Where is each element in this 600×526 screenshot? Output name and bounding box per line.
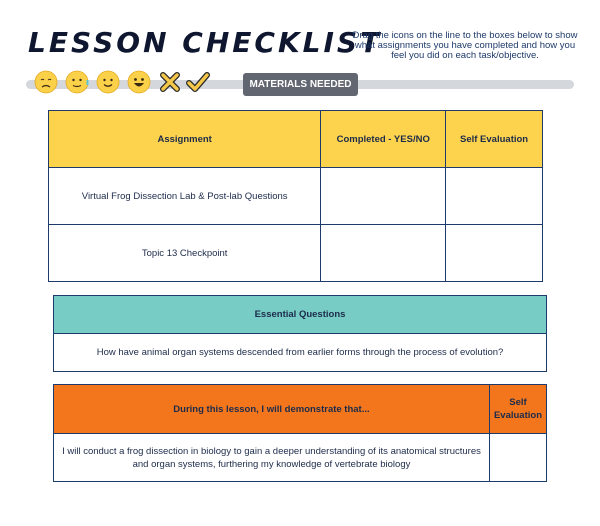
x-mark-icon[interactable]	[158, 70, 182, 94]
essential-questions-header: Essential Questions	[54, 296, 547, 334]
completed-drop-box[interactable]	[321, 168, 446, 225]
self-evaluation-header: Self Evaluation	[489, 385, 546, 434]
page-title: LESSON CHECKLIST	[28, 26, 383, 59]
happy-face-icon[interactable]	[127, 70, 151, 94]
checkmark-icon[interactable]	[186, 70, 210, 94]
completed-header: Completed - YES/NO	[321, 111, 446, 168]
neutral-face-icon[interactable]	[65, 70, 89, 94]
self-evaluation-drop-box[interactable]	[446, 168, 543, 225]
self-evaluation-header: Self Evaluation	[446, 111, 543, 168]
table-row	[49, 225, 543, 282]
demonstrate-statement-cell: I will conduct a frog dissection in biology to gain a deeper understanding of its anatomical structures and organ systems, furthering my knowledge of vertebrate biology	[54, 434, 490, 482]
essential-questions-table	[53, 295, 547, 372]
table-row	[49, 168, 543, 225]
self-evaluation-drop-box[interactable]	[446, 225, 543, 282]
essential-question-cell: How have animal organ systems descended from earlier forms through the process of evolution?	[54, 334, 547, 372]
completed-drop-box[interactable]	[321, 225, 446, 282]
assignment-header: Assignment	[49, 111, 321, 168]
demonstrate-header: During this lesson, I will demonstrate that...	[54, 385, 490, 434]
self-evaluation-drop-box[interactable]	[489, 434, 546, 482]
assignment-cell: Virtual Frog Dissection Lab & Post-lab Questions	[49, 168, 321, 225]
content-face-icon[interactable]	[96, 70, 120, 94]
demonstrate-table	[53, 384, 547, 482]
sad-face-icon[interactable]	[34, 70, 58, 94]
instructions-text: Drag the icons on the line to the boxes below to show what assignments you have completed and how you feel you did on each task/objective.	[352, 30, 578, 61]
table-header-row	[49, 111, 543, 168]
assignment-cell: Topic 13 Checkpoint	[49, 225, 321, 282]
assignment-table	[48, 110, 543, 282]
materials-needed-button[interactable]: MATERIALS NEEDED	[243, 73, 358, 96]
